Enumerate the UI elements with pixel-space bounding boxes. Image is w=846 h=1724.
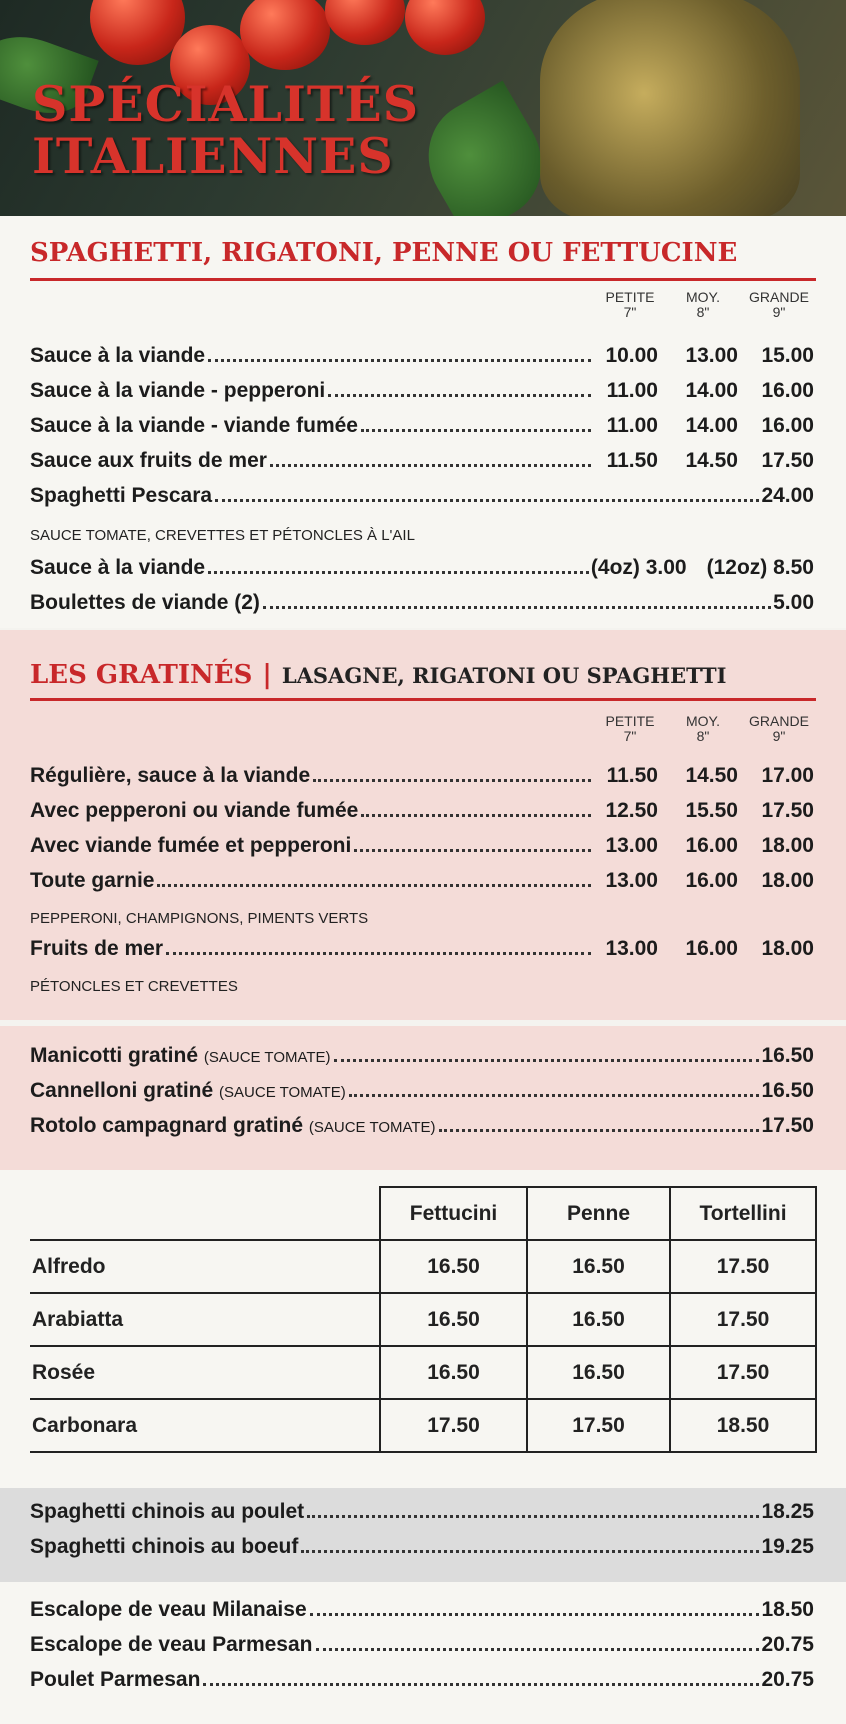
title-line-1: SPÉCIALITÉS bbox=[32, 75, 420, 133]
column-header: Fettucini bbox=[380, 1187, 527, 1240]
table-row bbox=[30, 1346, 816, 1399]
menu-item: Sauce à la viande - pepperoni 11.00 14.00 16.00 bbox=[30, 379, 814, 402]
item-description: PEPPERONI, CHAMPIGNONS, PIMENTS VERTS bbox=[30, 910, 369, 927]
item-description: PÉTONCLES ET CREVETTES bbox=[30, 978, 238, 995]
gratines-subtitle: LASAGNE, RIGATONI OU SPAGHETTI bbox=[281, 663, 727, 688]
gratines-title: LES GRATINÉS | LASAGNE, RIGATONI OU SPAGHETTI bbox=[30, 660, 727, 690]
table-cell: 16.50 bbox=[380, 1240, 527, 1293]
menu-item: Sauce à la viande 10.00 13.00 15.00 bbox=[30, 344, 814, 367]
menu-item: Escalope de veau Parmesan 20.75 bbox=[30, 1633, 814, 1656]
table-header-row bbox=[30, 1187, 816, 1240]
menu-item: Avec viande fumée et pepperoni 13.00 16.00 18.00 bbox=[30, 834, 814, 857]
oil-bottle-image bbox=[540, 0, 800, 216]
chinese-spaghetti-section bbox=[0, 1488, 846, 1582]
row-label: Rosée bbox=[30, 1346, 380, 1399]
menu-item: Cannelloni gratiné (SAUCE TOMATE) 16.50 bbox=[30, 1079, 814, 1102]
stuffed-pasta-section bbox=[0, 1026, 846, 1170]
table-row bbox=[30, 1399, 816, 1452]
table-cell: 16.50 bbox=[527, 1240, 670, 1293]
menu-item: Sauce à la viande (4oz) 3.00 (12oz) 8.50 bbox=[30, 556, 814, 579]
tomato-image bbox=[240, 0, 330, 70]
table-cell: 16.50 bbox=[380, 1346, 527, 1399]
menu-item: Régulière, sauce à la viande 11.50 14.50 17.00 bbox=[30, 764, 814, 787]
table-cell: 16.50 bbox=[527, 1293, 670, 1346]
tomato-image bbox=[405, 0, 485, 55]
menu-item: Escalope de veau Milanaise 18.50 bbox=[30, 1598, 814, 1621]
menu-item: Boulettes de viande (2) 5.00 bbox=[30, 591, 814, 614]
menu-item: Spaghetti chinois au boeuf 19.25 bbox=[30, 1535, 814, 1558]
size-header-medium: MOY. 8" bbox=[686, 713, 720, 744]
menu-item: Spaghetti Pescara 24.00 bbox=[30, 484, 814, 507]
tomato-image bbox=[325, 0, 405, 45]
menu-item: Spaghetti chinois au poulet 18.25 bbox=[30, 1500, 814, 1523]
size-header-large: GRANDE 9" bbox=[749, 713, 809, 744]
size-header-small: PETITE 7" bbox=[605, 713, 655, 744]
table-cell: 17.50 bbox=[670, 1293, 816, 1346]
table-cell: 16.50 bbox=[380, 1293, 527, 1346]
section-divider bbox=[30, 698, 816, 701]
menu-item: Sauce aux fruits de mer 11.50 14.50 17.50 bbox=[30, 449, 814, 472]
size-header-large: GRANDE 9" bbox=[749, 289, 809, 320]
row-label: Alfredo bbox=[30, 1240, 380, 1293]
table-cell: 16.50 bbox=[527, 1346, 670, 1399]
sauce-price-table bbox=[30, 1186, 817, 1453]
table-cell: 17.50 bbox=[527, 1399, 670, 1452]
title-line-2: ITALIENNES bbox=[32, 127, 394, 185]
page-title bbox=[32, 75, 420, 185]
menu-item: Fruits de mer 13.00 16.00 18.00 bbox=[30, 937, 814, 960]
table-cell: 17.50 bbox=[380, 1399, 527, 1452]
section-divider bbox=[30, 278, 816, 281]
veal-section bbox=[0, 1582, 846, 1724]
item-description: SAUCE TOMATE, CREVETTES ET PÉTONCLES À L'AIL bbox=[30, 527, 415, 544]
column-header: Tortellini bbox=[670, 1187, 816, 1240]
table-cell: 18.50 bbox=[670, 1399, 816, 1452]
column-header: Penne bbox=[527, 1187, 670, 1240]
menu-item: Toute garnie 13.00 16.00 18.00 bbox=[30, 869, 814, 892]
menu-item: Manicotti gratiné (SAUCE TOMATE) 16.50 bbox=[30, 1044, 814, 1067]
size-header-small: PETITE 7" bbox=[605, 289, 655, 320]
menu-item: Poulet Parmesan 20.75 bbox=[30, 1668, 814, 1691]
menu-item: Sauce à la viande - viande fumée 11.00 14.00 16.00 bbox=[30, 414, 814, 437]
pasta-title: SPAGHETTI, RIGATONI, PENNE OU FETTUCINE bbox=[30, 238, 738, 268]
gratines-section bbox=[0, 630, 846, 1020]
menu-item: Rotolo campagnard gratiné (SAUCE TOMATE) 17.50 bbox=[30, 1114, 814, 1137]
menu-item: Avec pepperoni ou viande fumée 12.50 15.50 17.50 bbox=[30, 799, 814, 822]
table-row bbox=[30, 1240, 816, 1293]
pasta-section bbox=[0, 216, 846, 628]
table-cell: 17.50 bbox=[670, 1240, 816, 1293]
row-label: Arabiatta bbox=[30, 1293, 380, 1346]
table-row bbox=[30, 1293, 816, 1346]
table-cell: 17.50 bbox=[670, 1346, 816, 1399]
row-label: Carbonara bbox=[30, 1399, 380, 1452]
size-header-medium: MOY. 8" bbox=[686, 289, 720, 320]
header-banner bbox=[0, 0, 846, 216]
